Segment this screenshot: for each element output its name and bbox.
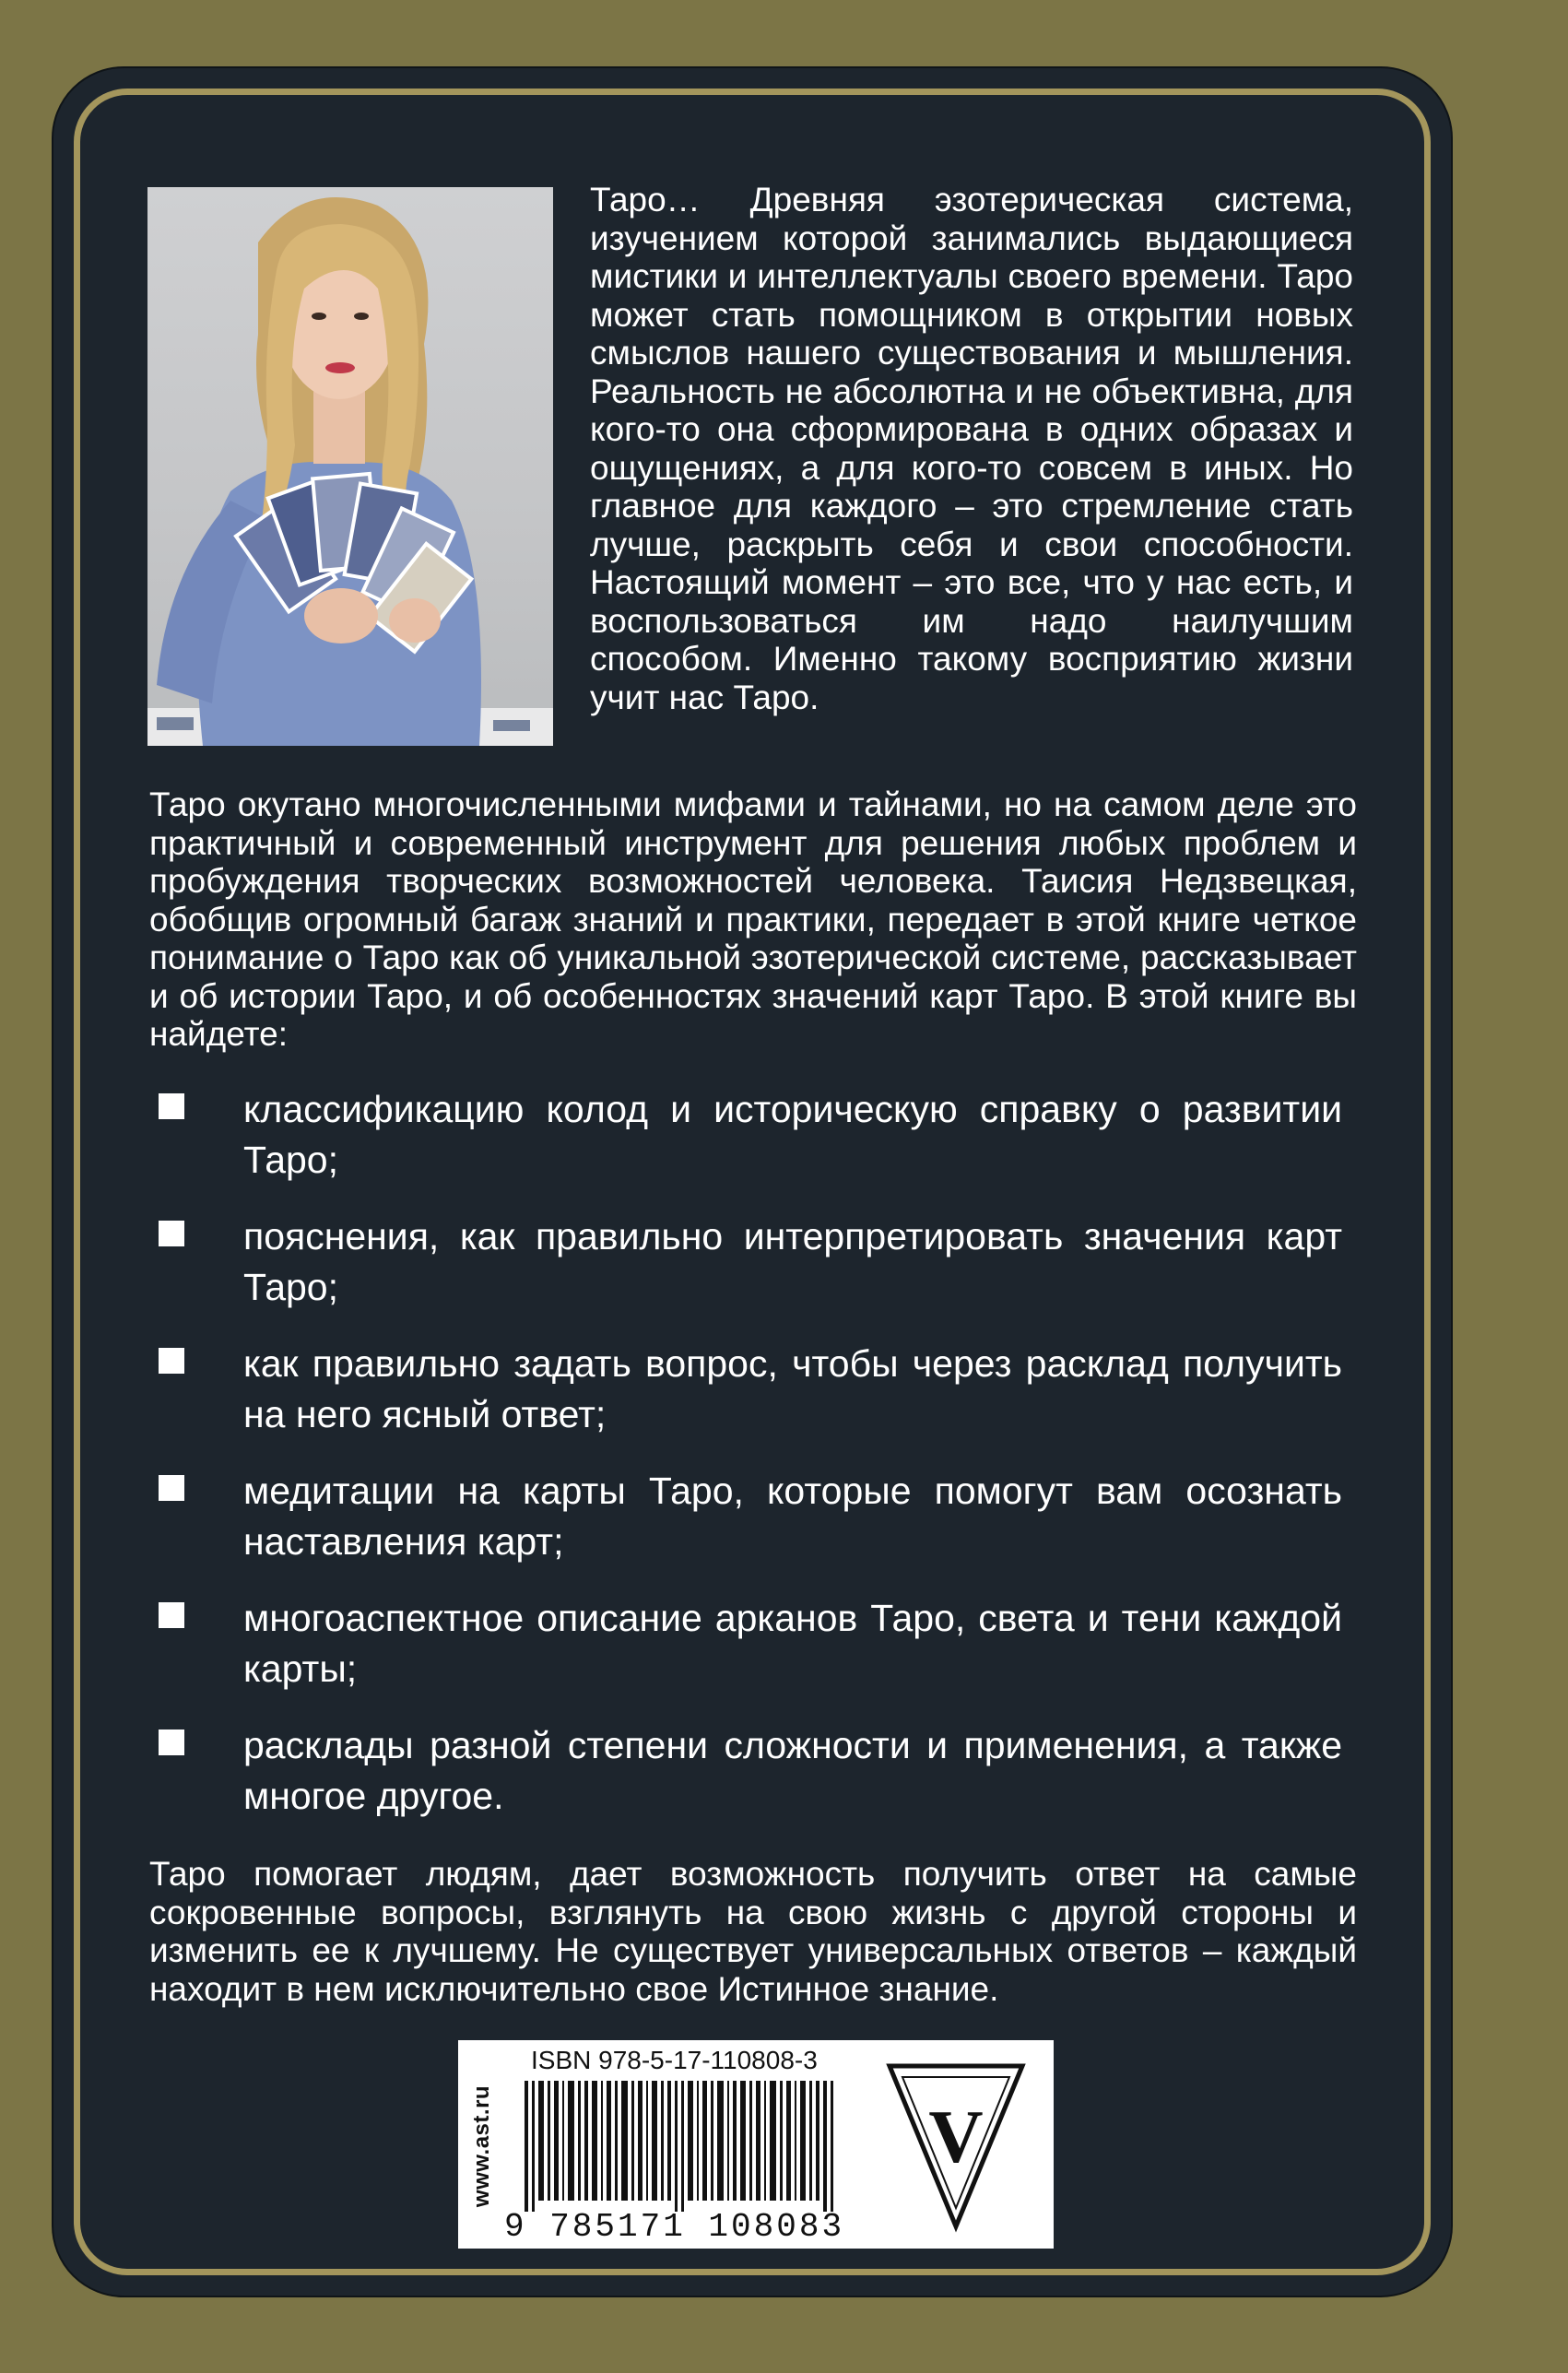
- square-bullet-icon: [159, 1602, 184, 1628]
- intro-paragraph: Таро… Древняя эзотерическая система, изучением которой занимались выдающиеся мистики и интеллектуалы своего времени. Таро может стать помощником в открытии новых смыслов нашего существования и мышления. Реальность не абсолютна и не объективна, для кого-то она сформирована в одних образах и ощущениях, а для кого-то совсем в иных. Но главное для каждого – это стремление стать лучше, раскрыть себя и свои способности. Настоящий момент – это все, что у нас есть, и воспользоваться им надо наилучшим способом. Именно такому восприятию жизни учит нас Таро.: [590, 181, 1353, 716]
- list-item: как правильно задать вопрос, чтобы через расклад получить на него ясный ответ;: [159, 1339, 1342, 1466]
- square-bullet-icon: [159, 1221, 184, 1246]
- list-item: многоаспектное описание арканов Таро, света и тени каждой карты;: [159, 1593, 1342, 1720]
- square-bullet-icon: [159, 1093, 184, 1119]
- description-paragraph: Таро окутано многочисленными мифами и тайнами, но на самом деле это практичный и современный инструмент для решения любых проблем и пробуждения творческих возможностей человека. Таисия Недзвецкая, обобщив огромный багаж знаний и практики, передает в этой книге четкое понимание о Таро как об уникальной эзотерической системе, рассказывает и об истории Таро, и об особенностях значений карт Таро. В этой книге вы найдете:: [149, 785, 1357, 1053]
- square-bullet-icon: [159, 1348, 184, 1374]
- square-bullet-icon: [159, 1730, 184, 1755]
- isbn-label: ISBN 978-5-17-110808-3: [531, 2046, 818, 2074]
- list-item: пояснения, как правильно интерпретировать значения карт Таро;: [159, 1211, 1342, 1339]
- list-item: классификацию колод и историческую справку о развитии Таро;: [159, 1084, 1342, 1211]
- barcode-icon: [525, 2081, 866, 2212]
- publisher-url: www.ast.ru: [469, 2084, 495, 2208]
- square-bullet-icon: [159, 1475, 184, 1501]
- author-photo: [147, 187, 553, 746]
- ean-digits: 9 785171 108083: [504, 2208, 845, 2246]
- contents-list: [159, 1084, 1342, 1848]
- logo-letter: V: [928, 2095, 984, 2178]
- closing-paragraph: Таро помогает людям, дает возможность получить ответ на самые сокровенные вопросы, взглянуть на свою жизнь с другой стороны и изменить ее к лучшему. Не существует универсальных ответов – каждый находит в нем исключительно свое Истинное знание.: [149, 1855, 1357, 2008]
- publisher-logo-icon: [882, 2059, 1030, 2234]
- list-item: медитации на карты Таро, которые помогут вам осознать наставления карт;: [159, 1466, 1342, 1593]
- list-item: расклады разной степени сложности и применения, а также многое другое.: [159, 1720, 1342, 1848]
- barcode-panel: [458, 2040, 1054, 2249]
